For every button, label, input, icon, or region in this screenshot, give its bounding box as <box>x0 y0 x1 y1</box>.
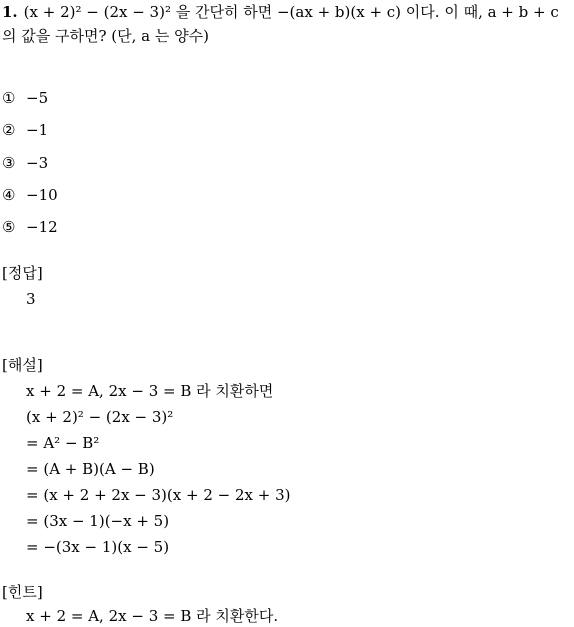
option-mark-2: ② <box>2 121 16 139</box>
question-line-2 <box>2 26 209 46</box>
option-mark-4: ④ <box>2 186 16 204</box>
option-value-2: −1 <box>26 121 49 139</box>
answer-label: [정답] <box>2 264 43 282</box>
option-1[interactable] <box>2 88 48 108</box>
hint-line: x + 2 = A, 2x − 3 = B 라 치환한다. <box>26 607 279 625</box>
question-number: 1. <box>2 3 18 21</box>
explanation-label: [해설] <box>2 356 43 374</box>
question-text-1: (x + 2)² − (2x − 3)² 을 간단히 하면 −(ax + b)(x + c) 이다. 이 때, a + b + c <box>23 3 559 21</box>
explanation-line-2: (x + 2)² − (2x − 3)² <box>26 408 174 426</box>
option-mark-1: ① <box>2 89 16 107</box>
hint-label: [힌트] <box>2 583 43 601</box>
option-mark-3: ③ <box>2 154 16 172</box>
option-value-5: −12 <box>26 218 58 236</box>
option-5[interactable] <box>2 217 58 237</box>
answer-value: 3 <box>26 290 36 308</box>
option-4[interactable] <box>2 185 58 205</box>
option-mark-5: ⑤ <box>2 218 16 236</box>
explanation-line-3: = A² − B² <box>26 434 100 452</box>
question-text-2: 의 값을 구하면? (단, a 는 양수) <box>2 27 209 45</box>
explanation-line-7: = −(3x − 1)(x − 5) <box>26 538 170 556</box>
option-value-4: −10 <box>26 186 58 204</box>
explanation-line-5: = (x + 2 + 2x − 3)(x + 2 − 2x + 3) <box>26 486 291 504</box>
explanation-line-6: = (3x − 1)(−x + 5) <box>26 512 170 530</box>
option-3[interactable] <box>2 153 48 173</box>
question-line-1 <box>2 2 559 22</box>
option-2[interactable] <box>2 120 48 140</box>
option-value-1: −5 <box>26 89 49 107</box>
explanation-line-1: x + 2 = A, 2x − 3 = B 라 치환하면 <box>26 382 274 400</box>
option-value-3: −3 <box>26 154 49 172</box>
explanation-line-4: = (A + B)(A − B) <box>26 460 155 478</box>
